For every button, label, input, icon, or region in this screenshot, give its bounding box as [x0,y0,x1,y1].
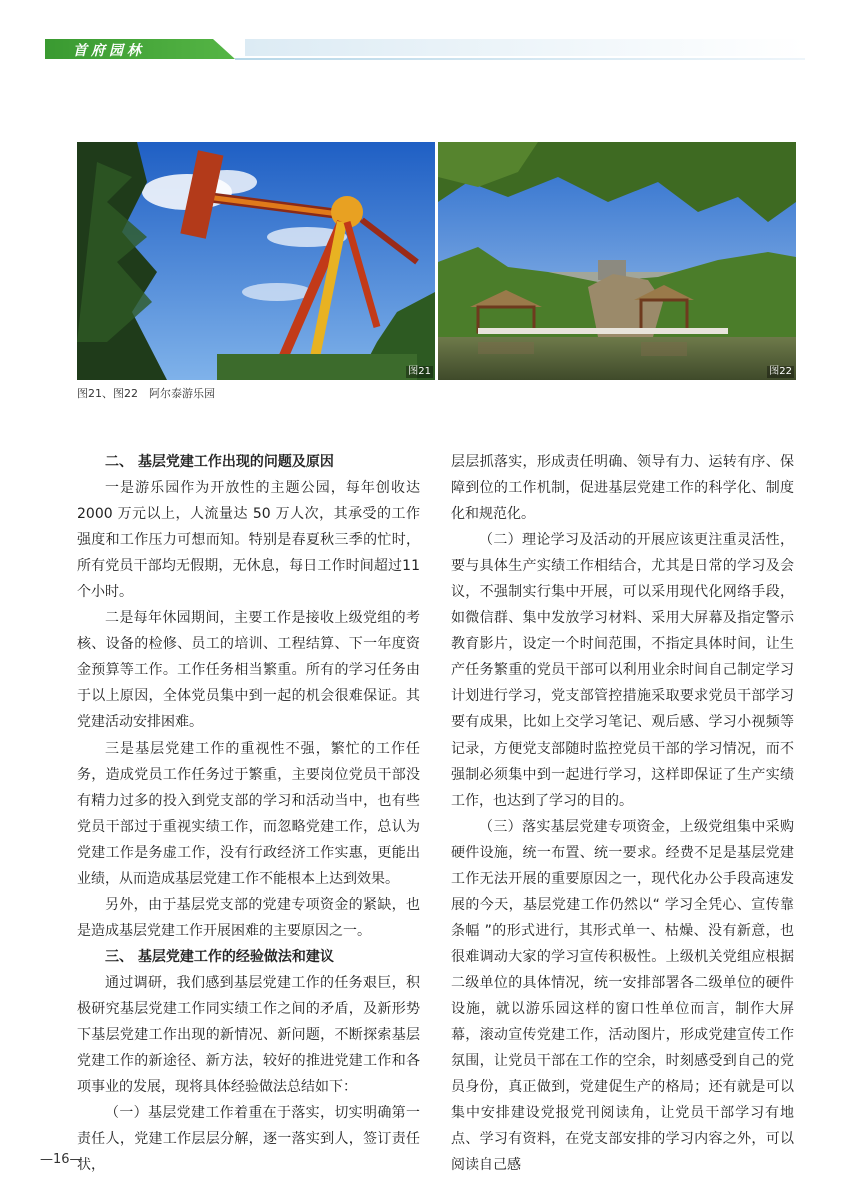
paragraph: （一）基层党建工作着重在于落实，切实明确第一责任人，党建工作层层分解，逐一落实到人，签订责任状， [77,1105,420,1174]
section-header [45,39,805,61]
section-heading: 三、 基层党建工作的经验做法和建议 [105,948,334,965]
header-rule [235,58,805,60]
paragraph: 另外，由于基层党支部的党建专项资金的紧缺，也是造成基层党建工作开展困难的主要原因之一。 [77,896,420,939]
paragraph-continued: 层层抓落实，形成责任明确、领导有力、运转有序、保障到位的工作机制，促进基层党建工作的科学化、制度化和规范化。 [451,454,794,523]
paragraph: 三是基层党建工作的重视性不强，繁忙的工作任务，造成党员工作任务过于繁重，主要岗位党员干部没有精力过多的投入到党支部的学习和活动当中，也有些党员干部过于重视实绩工作，而忽略党建工作，总认为党建工作是务虚工作，没有行政经济工作实惠，更能出业绩，从而造成基层党建工作不能根本上达到效果。 [77,740,420,887]
paragraph: 通过调研，我们感到基层党建工作的任务艰巨，积极研究基层党建工作同实绩工作之间的矛盾，及新形势下基层党建工作出现的新情况、新问题，不断探索基层党建工作的新途径、新方法，较好的推进党建工作和各项事业的发展，现将具体经验做法总结如下： [77,974,420,1096]
right-column [451,449,794,1178]
paragraph: 二是每年休园期间，主要工作是接收上级党组的考核、设备的检修、员工的培训、工程结算、下一年度资金预算等工作。工作任务相当繁重。所有的学习任务由于以上原因，全体党员集中到一起的机会很难保证。其党建活动安排困难。 [77,610,420,731]
paragraph: （三）落实基层党建专项资金，上级党组集中采购硬件设施，统一布置、统一要求。经费不足是基层党建工作无法开展的重要原因之一，现代化办公手段高速发展的今天，基层党建工作仍然以“ 学习全凭心、宣传靠条幅 ”的形式进行，其形式单一、枯燥、没有新意，也很难调动大家的学习宣传积极性。上级机关党组应根据二级单位的具体情况，统一安排部署各二级单位的硬件设施，就以游乐园这样的窗口性单位而言，制作大屏幕，滚动宣传党建工作，活动图片，形成党建宣传工作氛围，让党员干部在工作的空余，时刻感受到自己的党员身份，真正做到，党建促生产的格局；还有就是可以集中安排建设党报党刊阅读角，让党员干部学习有地点、学习有资料，在党支部安排的学习内容之外，可以阅读自己感 [451,818,794,1174]
header-title: 首府园林 [73,43,145,59]
figure-caption: 图21、图22 阿尔泰游乐园 [77,387,215,400]
left-column [77,449,420,1178]
photo-amusement-ride [77,142,435,380]
paragraph: 一是游乐园作为开放性的主题公园，每年创收达2000 万元以上，人流量达 50 万人次，其承受的工作强度和工作压力可想而知。特别是春夏秋三季的忙时，所有党员干部均无假期，无休息，每日工作时间超过11 个小时。 [77,480,420,601]
header-fade [245,39,805,56]
paragraph: （二）理论学习及活动的开展应该更注重灵活性，要与具体生产实绩工作相结合，尤其是日常的学习及会议，不强制实行集中开展，可以采用现代化网络手段，如微信群、集中发放学习材料、采用大屏幕及指定警示教育影片，设定一个时间范围，不指定具体时间，让生产任务繁重的党员干部可以利用业余时间自己制定学习计划进行学习，党支部管控措施采取要求党员干部学习要有成果，比如上交学习笔记、观后感、学习小视频等记录，方便党支部随时监控党员干部的学习情况，而不强制必须集中到一起进行学习，这样即保证了生产实绩工作，也达到了学习的目的。 [451,532,794,809]
photo-number-22: 图22 [769,366,792,377]
section-heading: 二、 基层党建工作出现的问题及原因 [105,454,334,470]
photo-lake-pavilions [438,142,796,380]
page-number: —16— [40,1152,83,1167]
photo-number-21: 图21 [408,366,431,377]
